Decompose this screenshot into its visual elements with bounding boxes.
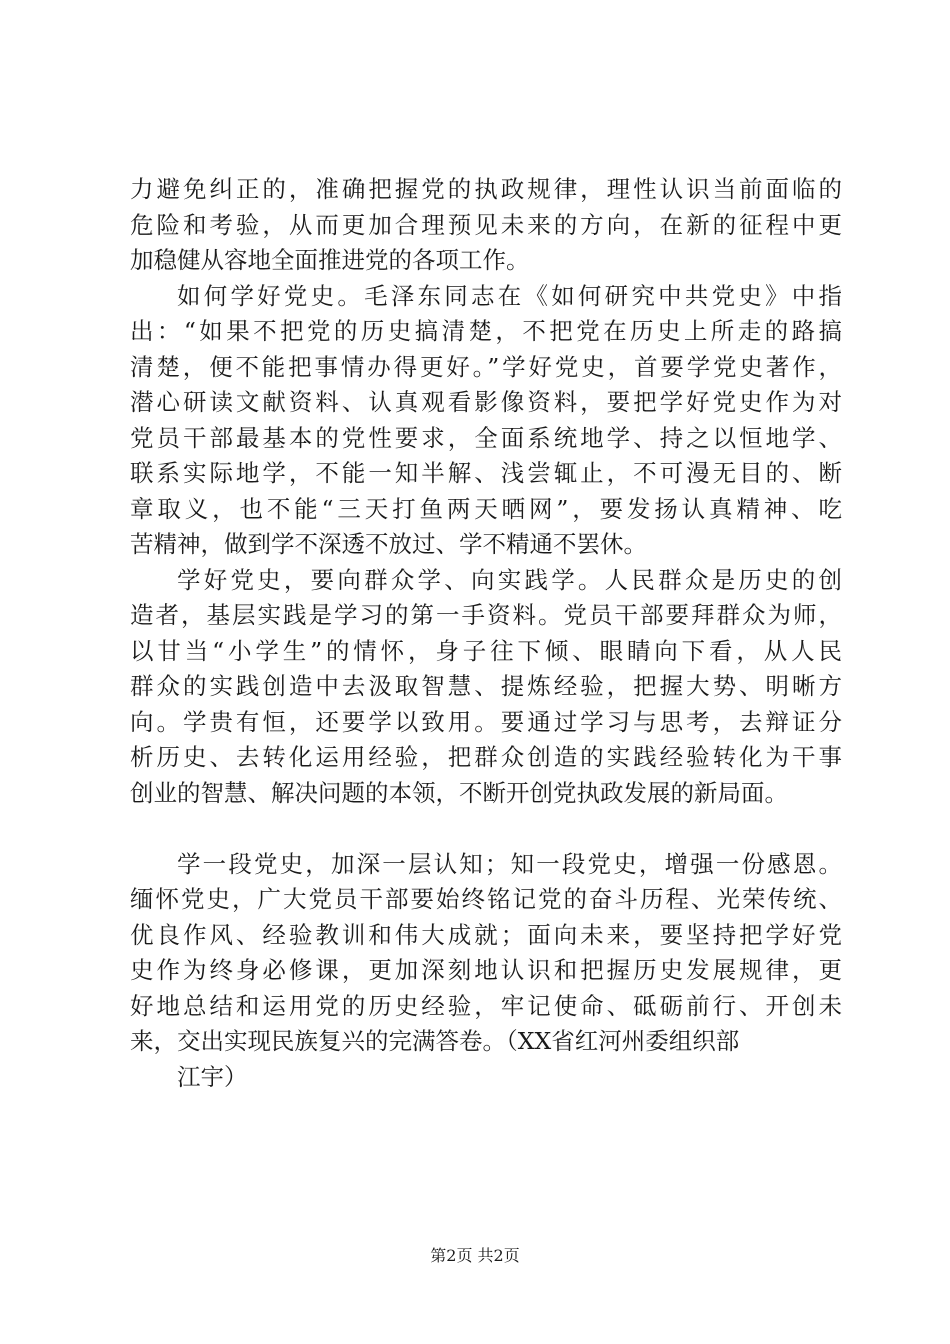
text-line: 来，交出实现民族复兴的完满答卷。（XX省红河州委组织部 [130,1027,740,1055]
text-line: 党员干部最基本的党性要求，全面系统地学、持之以恒地学、 [130,423,842,452]
text-line: 危险和考验，从而更加合理预见未来的方向，在新的征程中更 [130,210,842,239]
document-body [130,172,842,1095]
paragraph-4 [130,847,842,1060]
text-line: 史作为终身必修课，更加深刻地认识和把握历史发展规律，更 [130,956,842,984]
text-line: 章取义，也不能“三天打鱼两天晒网”，要发扬认真精神、吃 [130,494,842,523]
paragraph-2 [130,279,842,563]
text-line: 析历史、去转化运用经验，把群众创造的实践经验转化为干事 [130,743,842,771]
text-line: 群众的实践创造中去汲取智慧、提炼经验，把握大势、明晰方 [130,672,842,700]
text-line: 苦精神，做到学不深透不放过、学不精通不罢休。 [130,530,647,558]
text-line: 潜心研读文献资料、认真观看影像资料，要把学好党史作为对 [130,388,842,416]
paragraph-3 [130,563,842,812]
text-line: 好地总结和运用党的历史经验，牢记使命、砥砺前行、开创未 [130,991,842,1020]
text-line: 力避免纠正的，准确把握党的执政规律，理性认识当前面临的 [130,175,842,203]
text-line: 缅怀党史，广大党员干部要始终铭记党的奋斗历程、光荣传统、 [130,885,842,913]
text-line: 学一段党史，加深一层认知；知一段党史，增强一份感恩。 [177,849,842,878]
text-line: 创业的智慧、解决问题的本领，不断开创党执政发展的新局面。 [130,778,788,807]
text-line: 优良作风、经验教训和伟大成就；面向未来，要坚持把学好党 [130,920,842,949]
paragraph-1 [130,172,842,279]
paragraph-gap [130,811,842,847]
text-line: 联系实际地学，不能一知半解、浅尝辄止，不可漫无目的、断 [130,459,842,487]
page-footer: 第2页 共2页 [430,1246,520,1265]
text-line: 如何学好党史。毛泽东同志在《如何研究中共党史》中指 [177,281,842,310]
text-line: 以甘当“小学生”的情怀，身子往下倾、眼睛向下看，从人民 [130,636,842,665]
text-line: 向。学贵有恒，还要学以致用。要通过学习与思考，去辩证分 [130,707,842,736]
paragraph-5 [130,1060,842,1096]
text-line: 加稳健从容地全面推进党的各项工作。 [130,246,530,274]
text-line: 清楚，便不能把事情办得更好。”学好党史，首要学党史著作， [130,352,842,381]
text-line: 造者，基层实践是学习的第一手资料。党员干部要拜群众为师， [130,601,842,629]
text-line: 学好党史，要向群众学、向实践学。人民群众是历史的创 [177,565,842,594]
text-line: 江宇） [177,1062,248,1091]
text-line: 出：“如果不把党的历史搞清楚，不把党在历史上所走的路搞 [130,317,842,345]
